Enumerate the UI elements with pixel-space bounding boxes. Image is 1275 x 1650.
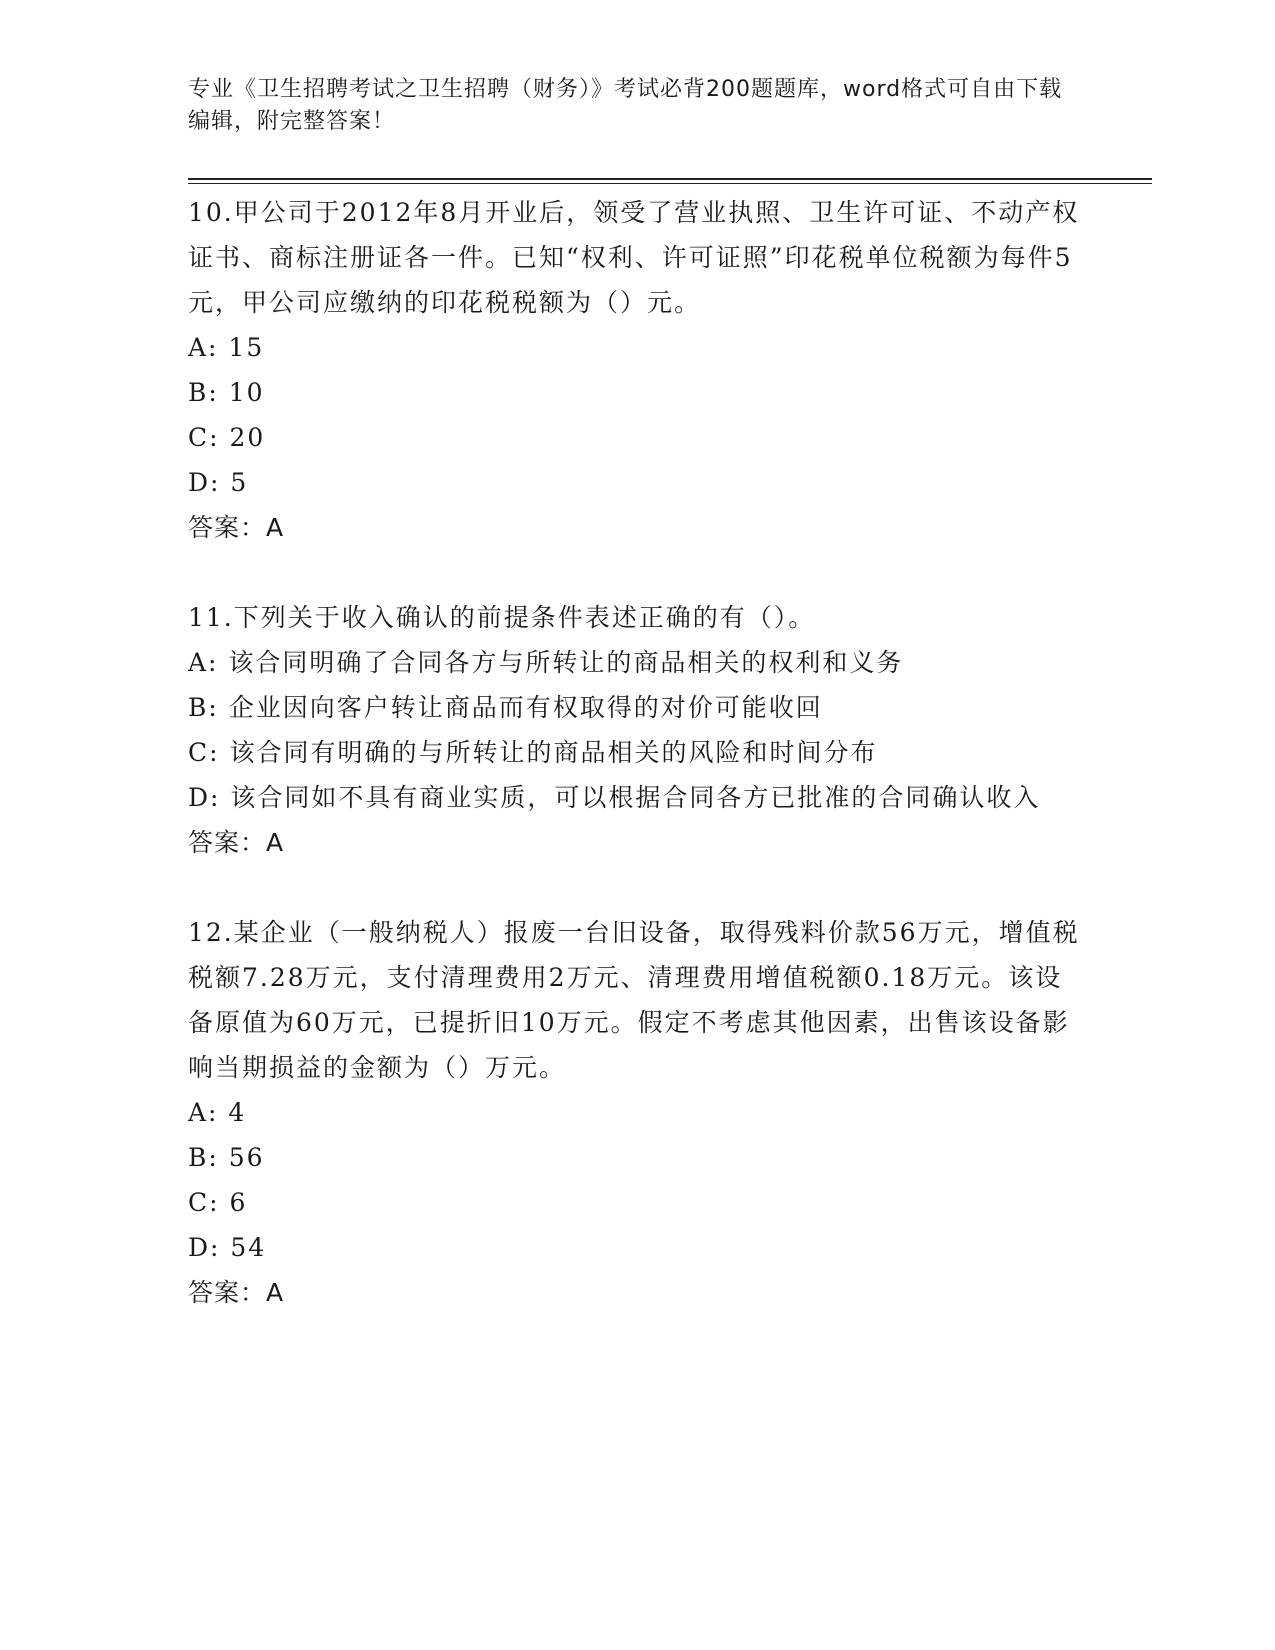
option-c: C: 该合同有明确的与所转让的商品相关的风险和时间分布 [188, 738, 878, 767]
option-b: B: 10 [188, 378, 265, 407]
question-10 [188, 190, 1088, 550]
option-d: D: 5 [188, 468, 249, 497]
question-text: 11.下列关于收入确认的前提条件表述正确的有（）。 [188, 603, 816, 632]
document-header: 专业《卫生招聘考试之卫生招聘（财务）》考试必背200题题库，word格式可自由下载编辑，附完整答案！ [188, 77, 1063, 134]
option-c: C: 6 [188, 1188, 248, 1217]
option-a: A: 15 [188, 333, 265, 362]
option-d: D: 该合同如不具有商业实质，可以根据合同各方已批准的合同确认收入 [188, 783, 1041, 812]
question-list [188, 190, 1088, 1315]
question-spacer [188, 550, 1088, 595]
option-b: B: 企业因向客户转让商品而有权取得的对价可能收回 [188, 693, 823, 722]
option-b: B: 56 [188, 1143, 265, 1172]
answer-label: 答案：A [188, 828, 285, 857]
answer-label: 答案：A [188, 513, 285, 542]
option-c: C: 20 [188, 423, 266, 452]
answer-label: 答案：A [188, 1278, 285, 1307]
option-d: D: 54 [188, 1233, 267, 1262]
question-text: 10.甲公司于2012年8月开业后，领受了营业执照、卫生许可证、不动产权证书、商标注册证各一件。已知“权利、许可证照”印花税单位税额为每件5元，甲公司应缴纳的印花税税额为（）元。 [188, 198, 1080, 317]
option-a: A: 4 [188, 1098, 247, 1127]
question-spacer [188, 865, 1088, 910]
option-a: A: 该合同明确了合同各方与所转让的商品相关的权利和义务 [188, 648, 904, 677]
header-rule-thick [188, 178, 1152, 180]
header-rule-thin [188, 183, 1152, 184]
question-text: 12.某企业（一般纳税人）报废一台旧设备，取得残料价款56万元，增值税税额7.28万元，支付清理费用2万元、清理费用增值税额0.18万元。该设备原值为60万元，已提折旧10万元。假定不考虑其他因素，出售该设备影响当期损益的金额为（）万元。 [188, 918, 1080, 1082]
question-12 [188, 910, 1088, 1315]
question-11 [188, 595, 1088, 865]
